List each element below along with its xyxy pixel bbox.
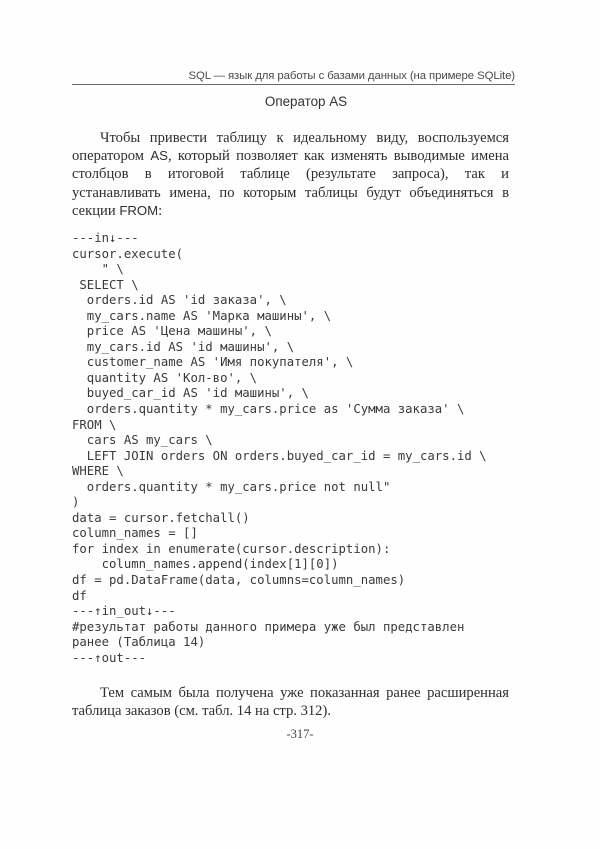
intro-text-part3: : [158, 202, 163, 219]
code-line: cars AS my_cars \ [72, 433, 213, 448]
outro-text: Тем самым была получена уже показанная ранее расширенная таблица заказов (см. табл. 14 на стр. 312). [72, 685, 509, 720]
code-line: SELECT \ [72, 277, 139, 292]
section-title: Оператор AS [264, 94, 348, 109]
code-line: ранее (Таблица 14) [72, 635, 206, 650]
code-line: ---↑in_out↓--- [72, 604, 176, 619]
code-line: quantity AS 'Кол-во', \ [72, 370, 258, 385]
code-line: df [72, 588, 87, 603]
code-line: #результат работы данного примера уже был представлен [72, 619, 465, 634]
code-line: column_names.append(index[1][0]) [72, 557, 339, 572]
intro-text-part2: , который позволяет как изменять выводимые имена столбцов в итоговой таблице (результате запроса), так и устанавливать имена, по которым таблицы будут объединяться в секции [72, 148, 509, 219]
code-line: ) [72, 495, 80, 510]
outro-paragraph [72, 684, 509, 720]
code-line: price AS 'Цена машины', \ [72, 324, 272, 339]
code-line: WHERE \ [72, 464, 124, 479]
code-line: LEFT JOIN orders ON orders.buyed_car_id = my_cars.id \ [72, 448, 487, 463]
code-line: for index in enumerate(cursor.description): [72, 541, 391, 556]
code-line: column_names = [] [72, 526, 198, 541]
code-line: FROM \ [72, 417, 117, 432]
code-line: buyed_car_id AS 'id машины', \ [72, 386, 309, 401]
code-line: orders.id AS 'id заказа', \ [72, 293, 287, 308]
code-line: ---in↓--- [72, 231, 139, 245]
intro-text-part1: Чтобы привести таблицу к идеальному виду, воспользуемся оператором [72, 130, 509, 165]
code-line: orders.quantity * my_cars.price not null" [72, 479, 391, 494]
running-header: SQL — язык для работы с базами данных (на примере SQLite) [72, 70, 515, 85]
code-line: my_cars.name AS 'Марка машины', \ [72, 308, 332, 323]
page-number: -317- [286, 727, 314, 741]
code-line: " \ [72, 262, 124, 277]
code-line: df = pd.DataFrame(data, columns=column_names) [72, 573, 406, 588]
code-line: ---↑out--- [72, 650, 147, 665]
code-line: data = cursor.fetchall() [72, 510, 250, 525]
intro-paragraph [72, 129, 509, 220]
code-line: my_cars.id AS 'id машины', \ [72, 339, 295, 354]
keyword-as: AS [150, 148, 168, 164]
keyword-from: FROM [119, 202, 159, 218]
code-line: customer_name AS 'Имя покупателя', \ [72, 355, 354, 370]
code-line: cursor.execute( [72, 246, 184, 261]
code-line: orders.quantity * my_cars.price as 'Сумма заказа' \ [72, 402, 465, 417]
code-block [72, 231, 487, 666]
